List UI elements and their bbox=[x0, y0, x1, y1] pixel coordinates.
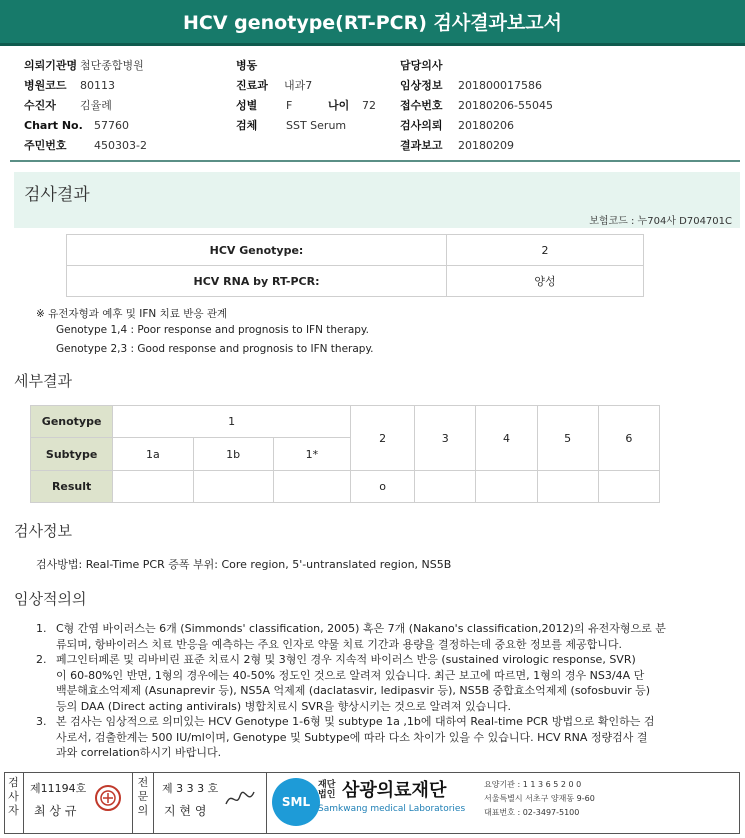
dept-label: 진료과 bbox=[236, 79, 268, 92]
specimen-value: SST Serum bbox=[286, 119, 347, 132]
info-label: 임상정보 bbox=[400, 79, 443, 92]
result-cell bbox=[598, 471, 659, 503]
insurance-code: 보험코드 : 누704사 D704701C bbox=[589, 216, 732, 227]
note-title: ※ 유전자형과 예후 및 IFN 치료 반응 관계 bbox=[36, 308, 228, 320]
info-value: 57760 bbox=[94, 119, 129, 132]
list-item bbox=[36, 714, 736, 761]
ward-label: 병동 bbox=[236, 59, 258, 72]
info-label: 의뢰기관명 bbox=[24, 59, 78, 72]
summary-table bbox=[66, 234, 644, 297]
info-value: 20180206 bbox=[458, 119, 514, 132]
result-cell bbox=[415, 471, 476, 503]
genotype-label: HCV Genotype: bbox=[67, 235, 447, 266]
rna-value: 양성 bbox=[447, 266, 644, 297]
list-line: 페그인터페론 및 리바비린 표준 치료시 2형 및 3형인 경우 지속적 바이러스 반응 (sustained virologic response, SVR) bbox=[56, 653, 636, 666]
info-column-3 bbox=[400, 56, 620, 156]
info-label: 병원코드 bbox=[24, 79, 67, 92]
age-value: 72 bbox=[362, 99, 376, 112]
info-label: 담당의사 bbox=[400, 59, 443, 72]
dept-value: 내과7 bbox=[284, 79, 313, 92]
detail-table bbox=[30, 405, 660, 503]
genotype-1-cell: 1 bbox=[113, 406, 351, 438]
genotype-5-cell: 5 bbox=[537, 406, 598, 471]
info-value: 201800017586 bbox=[458, 79, 542, 92]
detail-section-title: 세부결과 bbox=[14, 372, 72, 390]
contact-info bbox=[484, 778, 595, 820]
genotype-2-cell: 2 bbox=[350, 406, 414, 471]
note-line: Genotype 2,3 : Good response and prognosis to IFN therapy. bbox=[56, 343, 374, 355]
genotype-4-cell: 4 bbox=[476, 406, 537, 471]
confirmer-name: 지 현 영 bbox=[164, 804, 207, 818]
divider bbox=[266, 772, 267, 834]
inspector-license: 제11194호 bbox=[30, 782, 87, 795]
list-line: 류되며, 항바이러스 치료 반응을 예측하는 주요 인자로 약물 치료 기간과 용량을 결정하는데 중요한 정보를 제공합니다. bbox=[56, 637, 622, 651]
subtype-cell: 1* bbox=[273, 438, 350, 471]
significance-section-title: 임상적의의 bbox=[14, 590, 87, 608]
info-value: 80113 bbox=[80, 79, 115, 92]
info-label: 수진자 bbox=[24, 99, 56, 112]
inspector-label-cell bbox=[4, 772, 24, 834]
result-cell bbox=[113, 471, 193, 503]
genotype-3-cell: 3 bbox=[415, 406, 476, 471]
table-row bbox=[31, 471, 660, 503]
info-label: 검사의뢰 bbox=[400, 119, 443, 132]
result-section-title: 검사결과 bbox=[24, 185, 90, 205]
confirmer-label: 전문의 bbox=[137, 776, 149, 817]
org-name: 삼광의료재단 bbox=[342, 780, 447, 801]
inspector-name: 최 상 규 bbox=[34, 804, 77, 818]
org-english-name: Samkwang medical Laboratories bbox=[318, 804, 466, 814]
signature-icon bbox=[222, 786, 258, 812]
info-value: 450303-2 bbox=[94, 139, 147, 152]
sex-value: F bbox=[286, 99, 293, 112]
table-row bbox=[67, 235, 644, 266]
table-row bbox=[31, 406, 660, 438]
confirmer-license: 제 3 3 3 호 bbox=[162, 782, 219, 795]
result-cell bbox=[537, 471, 598, 503]
result-cell bbox=[476, 471, 537, 503]
result-cell bbox=[193, 471, 273, 503]
list-line: C형 간염 바이러스는 6개 (Simmonds' classification, 2005) 혹은 7개 (Nakano's classification,2012)의 유전자형으로 분 bbox=[56, 622, 666, 635]
list-number: 2. bbox=[36, 653, 47, 666]
genotype-row-label: Genotype bbox=[31, 406, 113, 438]
age-label: 나이 bbox=[328, 99, 350, 112]
note-line: Genotype 1,4 : Poor response and prognosis to IFN therapy. bbox=[56, 324, 369, 336]
info-label: 주민번호 bbox=[24, 139, 67, 152]
list-line: 본 검사는 임상적으로 의미있는 HCV Genotype 1-6형 및 subtype 1a ,1b에 대하여 Real-time PCR 방법으로 확인하는 검 bbox=[56, 715, 655, 728]
info-value: 20180206-55045 bbox=[458, 99, 553, 112]
contact-line: 요양기관 : 1 1 3 6 5 2 0 0 bbox=[484, 780, 582, 789]
contact-line: 서울특별시 서초구 양재동 9-60 bbox=[484, 794, 595, 803]
contact-line: 대표번호 : 02-3497-5100 bbox=[484, 808, 580, 817]
genotype-value: 2 bbox=[447, 235, 644, 266]
info-value: 김율례 bbox=[80, 99, 112, 112]
confirmer-label-cell bbox=[132, 772, 154, 834]
list-line: 등의 DAA (Direct acting antivirals) 병합치료시 SVR을 향상시키는 것으로 알려져 있습니다. bbox=[56, 699, 511, 713]
method-section-title: 검사정보 bbox=[14, 522, 72, 540]
info-column-1 bbox=[24, 56, 224, 156]
list-line: 백분해효소억제제 (Asunaprevir 등), NS5A 억제제 (daclatasvir, ledipasvir 등), NS5B 중합효소억제제 (sofosbuvir 등) bbox=[56, 684, 651, 697]
sex-label: 성별 bbox=[236, 99, 258, 112]
org-prefix: 재단법인 bbox=[318, 780, 336, 800]
inspector-seal-icon bbox=[94, 784, 122, 812]
list-item bbox=[36, 621, 736, 652]
sml-logo-icon: SML bbox=[272, 778, 320, 826]
specimen-label: 검체 bbox=[236, 119, 258, 132]
list-number: 1. bbox=[36, 622, 47, 635]
report-title: HCV genotype(RT-PCR) 검사결과보고서 bbox=[0, 0, 745, 46]
info-label: 결과보고 bbox=[400, 139, 443, 152]
inspector-label: 검사자 bbox=[8, 776, 19, 817]
method-text: 검사방법: Real-Time PCR 증폭 부위: Core region, 5'-untranslated region, NS5B bbox=[36, 558, 452, 571]
info-label: Chart No. bbox=[24, 119, 83, 132]
genotype-6-cell: 6 bbox=[598, 406, 659, 471]
list-number: 3. bbox=[36, 715, 47, 728]
subtype-cell: 1b bbox=[193, 438, 273, 471]
list-line: 과와 correlation하시기 바랍니다. bbox=[56, 746, 222, 759]
info-column-2 bbox=[236, 56, 396, 136]
divider bbox=[10, 160, 740, 162]
list-line: 사로서, 검출한계는 500 IU/ml이며, Genotype 및 Subtype에 따라 다소 차이가 있을 수 있습니다. HCV RNA 정량검사 결 bbox=[56, 730, 648, 744]
subtype-cell: 1a bbox=[113, 438, 193, 471]
info-value: 첨단종합병원 bbox=[80, 59, 144, 72]
list-line: 이 60-80%인 반면, 1형의 경우에는 40-50% 정도인 것으로 알려져 있습니다. 최근 보고에 따르면, 1형의 경우 NS3/4A 단 bbox=[56, 668, 645, 682]
significance-list bbox=[36, 621, 736, 761]
result-cell bbox=[273, 471, 350, 503]
info-value: 20180209 bbox=[458, 139, 514, 152]
list-item bbox=[36, 652, 736, 714]
table-row bbox=[67, 266, 644, 297]
result-row-label: Result bbox=[31, 471, 113, 503]
info-label: 접수번호 bbox=[400, 99, 443, 112]
subtype-row-label: Subtype bbox=[31, 438, 113, 471]
rna-label: HCV RNA by RT-PCR: bbox=[67, 266, 447, 297]
result-cell: o bbox=[350, 471, 414, 503]
